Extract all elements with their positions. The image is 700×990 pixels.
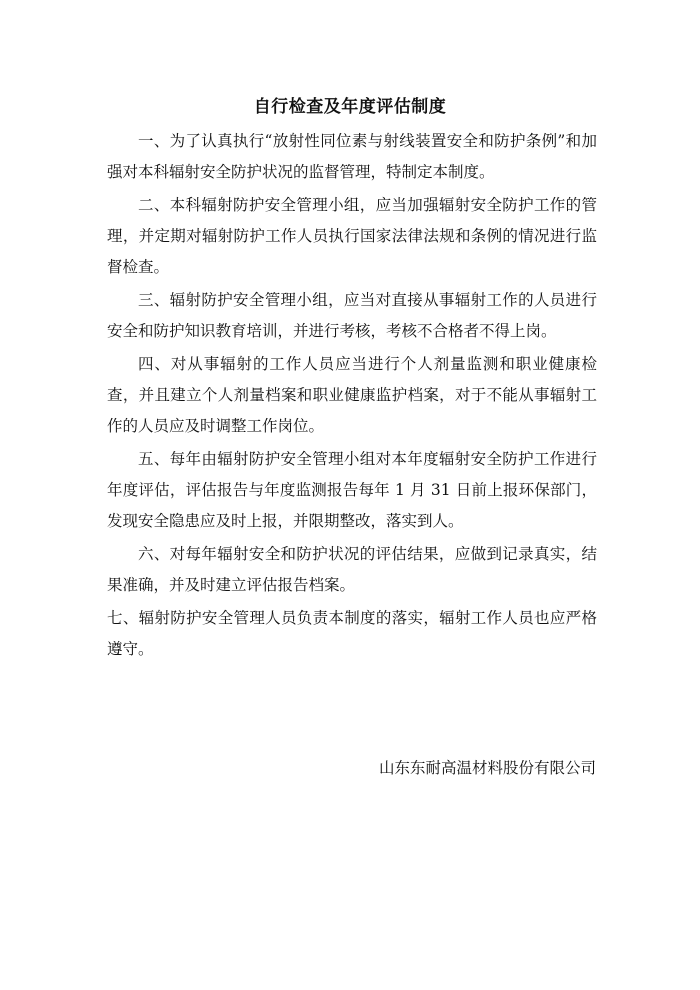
- paragraph-6: 六、对每年辐射安全和防护状况的评估结果，应做到记录真实，结果准确，并及时建立评估报告档案。: [107, 545, 597, 594]
- paragraph-5: 五、每年由辐射防护安全管理小组对本年度辐射安全防护工作进行年度评估，评估报告与年度监测报告每年 1 月 31 日前上报环保部门，发现安全隐患应及时上报，并限期整改，落实到人。: [107, 450, 597, 530]
- document-title: 自行检查及年度评估制度: [253, 97, 447, 117]
- paragraph-2: 二、本科辐射防护安全管理小组，应当加强辐射安全防护工作的管理，并定期对辐射防护工作人员执行国家法律法规和条例的情况进行监督检查。: [107, 196, 597, 276]
- paragraph-3: 三、辐射防护安全管理小组，应当对直接从事辐射工作的人员进行安全和防护知识教育培训，并进行考核，考核不合格者不得上岗。: [107, 291, 597, 340]
- paragraph-7: 七、辐射防护安全管理人员负责本制度的落实，辐射工作人员也应严格遵守。: [107, 609, 597, 658]
- paragraph-1: 一、为了认真执行“放射性同位素与射线装置安全和防护条例”和加强对本科辐射安全防护状况的监督管理，特制定本制度。: [107, 132, 597, 181]
- document-body: [107, 126, 597, 667]
- paragraph-4: 四、对从事辐射的工作人员应当进行个人剂量监测和职业健康检查，并且建立个人剂量档案和职业健康监护档案，对于不能从事辐射工作的人员应及时调整工作岗位。: [107, 355, 597, 435]
- company-signature: 山东东耐高温材料股份有限公司: [378, 759, 596, 777]
